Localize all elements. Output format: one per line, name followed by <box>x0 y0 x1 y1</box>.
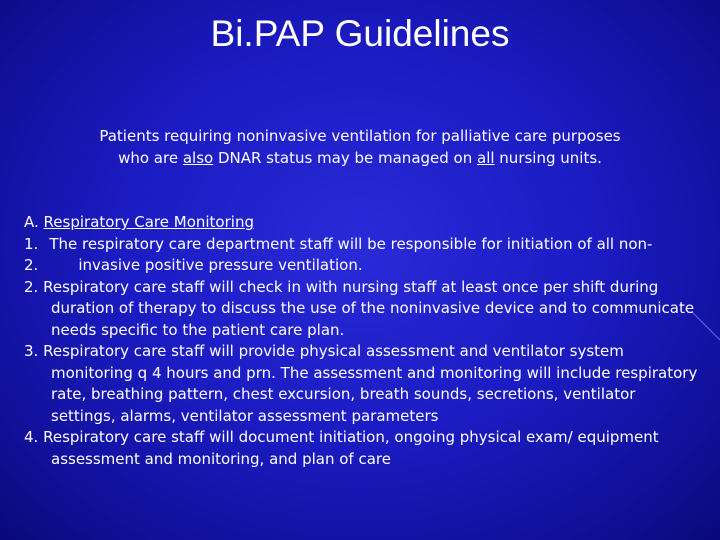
section-marker: A. <box>24 213 39 231</box>
intro-paragraph <box>60 125 660 169</box>
intro-line-1: Patients requiring noninvasive ventilation for palliative care purposes <box>99 127 621 145</box>
section-heading-row <box>24 212 704 234</box>
list-item-marker: 1. <box>24 234 39 253</box>
guidelines-body <box>24 212 704 470</box>
intro-text-c: nursing units. <box>494 149 602 167</box>
list-item <box>24 277 704 342</box>
list-item <box>24 255 704 277</box>
intro-text-b: DNAR status may be managed on <box>213 149 477 167</box>
list-item-text: Respiratory care staff will provide physical assessment and ventilator system monitoring q 4 hours and prn. The assessment and monitoring will include respiratory rate, breathing pattern, chest excursion, breath sounds, secretions, ventilator settings, alarms, ventilator assessment parameters <box>43 342 698 425</box>
intro-line-2 <box>60 147 660 169</box>
list-item-marker: 2. <box>24 277 39 296</box>
list-item-marker: 4. <box>24 428 39 446</box>
slide-title: Bi.PAP Guidelines <box>210 13 510 54</box>
section-heading: Respiratory Care Monitoring <box>43 213 254 231</box>
list-item-text: The respiratory care department staff will be responsible for initiation of all non- <box>49 234 653 253</box>
list-item <box>24 341 704 427</box>
list-item <box>24 234 704 256</box>
intro-text-a: who are <box>118 149 183 167</box>
intro-emphasis-all: all <box>477 149 495 167</box>
list-item-marker: 2. <box>24 256 39 274</box>
list-item-text: Respiratory care staff will document initiation, ongoing physical exam/ equipment assessment and monitoring, and plan of care <box>43 428 659 468</box>
list-item-text: Respiratory care staff will check in with nursing staff at least once per shift during duration of therapy to discuss the use of the noninvasive device and to communicate needs specific to the patient care plan. <box>43 277 695 339</box>
intro-emphasis-also: also <box>182 149 214 167</box>
list-item <box>24 427 704 470</box>
list-item-marker: 3. <box>24 342 39 360</box>
list-item-text: invasive positive pressure ventilation. <box>78 256 363 274</box>
